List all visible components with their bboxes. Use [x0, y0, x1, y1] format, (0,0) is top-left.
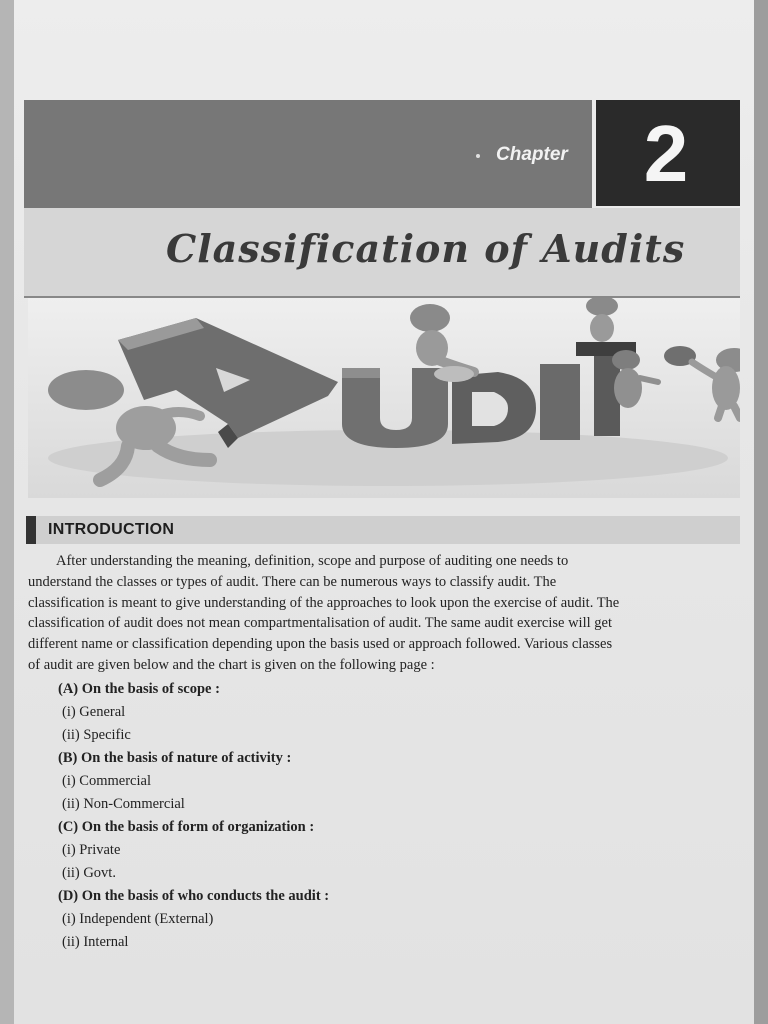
paragraph-line: of audit are given below and the chart is given on the following page :: [28, 656, 435, 673]
paragraph-line: After understanding the meaning, definition, scope and purpose of auditing one needs to: [56, 553, 569, 569]
class-item: (i) General: [62, 704, 126, 720]
paragraph-line: different name or classification depending upon the basis used or approach followed. Various classes: [28, 636, 613, 653]
audit-classes-list: [58, 678, 718, 954]
figure-behind-t: [612, 350, 658, 408]
class-heading-nature: (B) On the basis of nature of activity :: [58, 750, 292, 766]
audit-illustration: [28, 298, 740, 498]
chapter-title: Classification of Audits: [166, 226, 686, 271]
class-item: (ii) Internal: [62, 934, 129, 950]
class-heading-conductor: (D) On the basis of who conducts the audit :: [58, 888, 330, 904]
class-item: (ii) Non-Commercial: [62, 796, 185, 812]
audit-illustration-graphic: [28, 298, 740, 498]
introduction-paragraph: [28, 551, 740, 676]
class-heading-scope: (A) On the basis of scope :: [58, 681, 220, 697]
figure-on-t: [586, 298, 618, 342]
paragraph-line: understand the classes or types of audit. There can be numerous ways to classify audit. The: [28, 573, 557, 590]
class-item: (i) Commercial: [62, 773, 151, 789]
class-item: (ii) Govt.: [62, 865, 116, 881]
banner-dot: [476, 154, 480, 158]
letter-d-block: [452, 372, 536, 444]
introduction-marker: [26, 516, 36, 544]
introduction-heading: INTRODUCTION: [48, 521, 175, 538]
figure-with-magnifier: [664, 346, 740, 418]
class-item: (i) Private: [62, 842, 121, 858]
paragraph-line: classification of audit does not mean compartmentalisation of audit. The same audit exercise will get: [28, 615, 612, 632]
letter-i-block: [540, 364, 580, 440]
chapter-number: 2: [643, 109, 689, 198]
class-item: (i) Independent (External): [62, 911, 214, 927]
chapter-label: Chapter: [496, 144, 568, 165]
class-heading-organization: (C) On the basis of form of organization :: [58, 819, 315, 835]
letter-u-block: [342, 368, 448, 448]
paragraph-line: classification is meant to give understanding of the approaches to look upon the exercise of audit. The: [28, 594, 620, 611]
background-left-edge: [0, 0, 14, 1024]
background-right-edge: [754, 0, 768, 1024]
class-item: (ii) Specific: [62, 727, 131, 743]
